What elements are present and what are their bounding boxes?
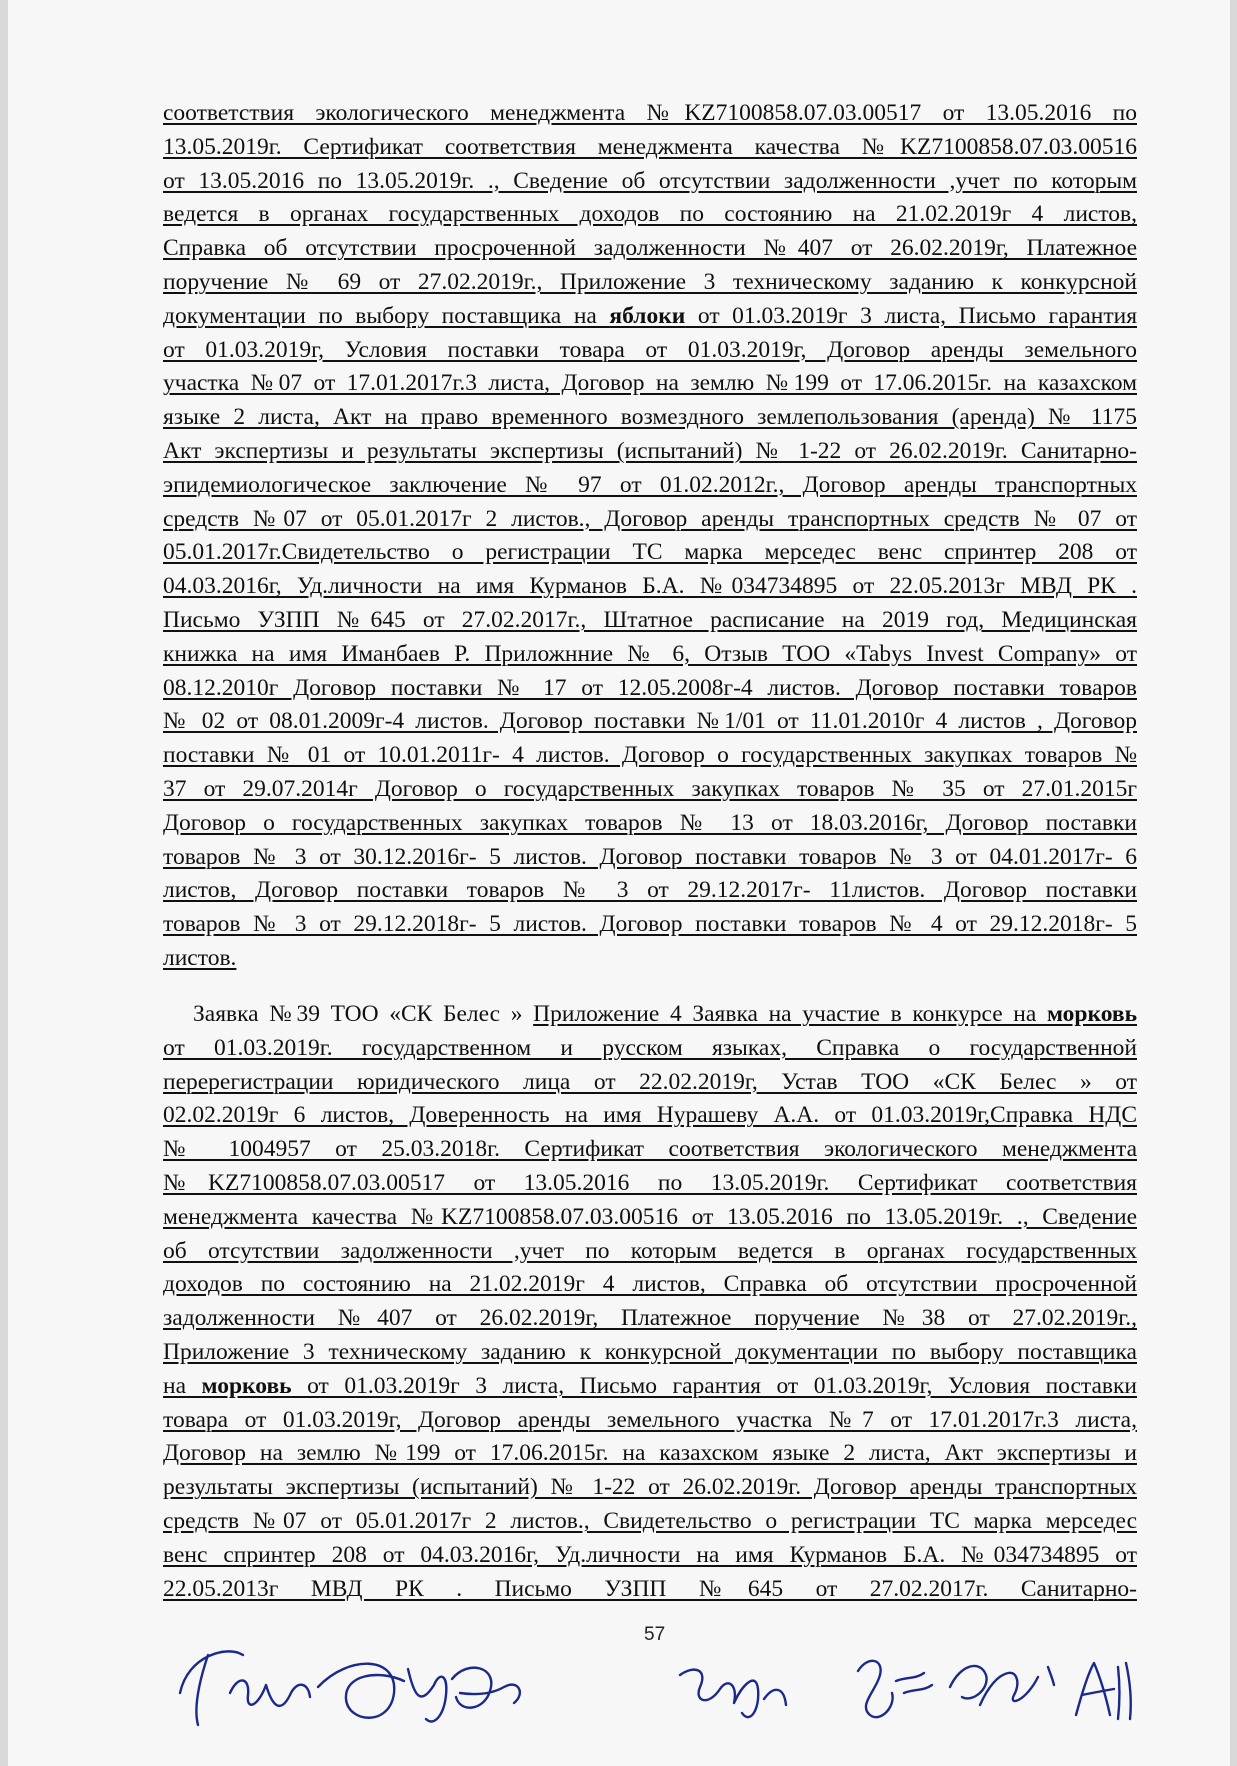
- text-line: ведется в органах государственных доходов по состоянию на 21.02.2019г 4 листов,: [163, 201, 1137, 228]
- text-line: соответствия экологического менеджмента №KZ7100858.07.03.00517 от 13.05.2016 по: [163, 100, 1137, 126]
- paragraph-1: [163, 97, 1137, 976]
- text-line: товаров № 3 от 30.12.2016г- 5 листов. Договор поставки товаров № 3 от 04.01.2017г- 6: [163, 843, 1137, 870]
- text-line: от 01.03.2019г. государственном и русском языках, Справка о государственной: [163, 1034, 1137, 1061]
- text-line: № 1004957 от 25.03.2018г. Сертификат соответствия экологического менеджмента: [163, 1136, 1137, 1163]
- signature-1: [180, 1651, 310, 1725]
- text-line: 05.01.2017г.Свидетельство о регистрации ТС марка мерседес венс спринтер 208 от: [163, 539, 1137, 566]
- text-line: 13.05.2019г. Сертификат соответствия менеджмента качества №KZ7100858.07.03.00516: [163, 133, 1137, 160]
- text-line: средств №07 от 05.01.2017г 2 листов., Договор аренды транспортных средств № 07 от: [163, 505, 1137, 532]
- signature-5: [858, 1661, 932, 1717]
- signatures-row: [168, 1615, 1148, 1735]
- paragraph-2: [163, 998, 1137, 1606]
- text-line: средств №07 от 05.01.2017г 2 листов., Свидетельство о регистрации ТС марка мерседес: [163, 1507, 1137, 1534]
- text-run: от 01.03.2019г 3 листа, Письмо гарантия от 01.03.2019г, Условия поставки: [291, 1372, 1137, 1399]
- text-line: результаты экспертизы (испытаний) № 1-22 от 26.02.2019г. Договор аренды транспортных: [163, 1474, 1137, 1501]
- page-number: 57: [644, 1624, 666, 1645]
- text-line: книжка на имя Иманбаев Р. Приложнние № 6, Отзыв ТОО «Tabys Invest Company» от: [163, 640, 1137, 667]
- text-line: об отсутствии задолженности ,учет по которым ведется в органах государственных: [163, 1237, 1137, 1264]
- signature-3: [452, 1668, 520, 1708]
- signature-7: [1076, 1663, 1131, 1719]
- text-line: Письмо УЗПП №645 от 27.02.2017г., Штатное расписание на 2019 год, Медицинская: [163, 606, 1137, 633]
- text-line: листов.: [163, 944, 237, 971]
- signature-2: [318, 1664, 446, 1722]
- text-run: от 01.03.2019г 3 листа, Письмо гарантия: [685, 302, 1137, 329]
- text-line: Акт экспертизы и результаты экспертизы (испытаний) № 1-22 от 26.02.2019г. Санитарно-: [163, 437, 1137, 464]
- text-line: венс спринтер 208 от 04.03.2016г, Уд.личности на имя Курманов Б.А. №034734895 от: [163, 1541, 1137, 1568]
- text-line: товаров № 3 от 29.12.2018г- 5 листов. Договор поставки товаров № 4 от 29.12.2018г- 5: [163, 911, 1137, 938]
- text-line: № 02 от 08.01.2009г-4 листов. Договор поставки №1/01 от 11.01.2010г 4 листов , Договор: [163, 708, 1137, 735]
- text-line: Договор на землю №199 от 17.06.2015г. на казахском языке 2 листа, Акт экспертизы и: [163, 1440, 1137, 1467]
- signature-6: [950, 1666, 1054, 1705]
- text-line: менеджмента качества №KZ7100858.07.03.00516 от 13.05.2016 по 13.05.2019г. ., Сведение: [163, 1203, 1137, 1230]
- signature-4: [680, 1670, 786, 1717]
- text-line: поставки № 01 от 10.01.2011г- 4 листов. Договор о государственных закупках товаров №: [163, 742, 1137, 769]
- text-line: эпидемиологическое заключение № 97 от 01.02.2012г., Договор аренды транспортных: [163, 471, 1137, 498]
- text-line: товара от 01.03.2019г, Договор аренды земельного участка №7 от 17.01.2017г.3 листа,: [163, 1406, 1137, 1433]
- text-line: поручение № 69 от 27.02.2019г., Приложение 3 техническому заданию к конкурсной: [163, 268, 1137, 295]
- text-line: задолженности №407 от 26.02.2019г, Платежное поручение №38 от 27.02.2019г.,: [163, 1305, 1137, 1332]
- text-line-mixed: [163, 1370, 1137, 1404]
- bold-product-apples: яблоки: [609, 302, 686, 329]
- text-run: Приложение 4 Заявка на участие в конкурсе на: [533, 1001, 1047, 1027]
- text-run: на: [163, 1372, 202, 1399]
- bold-product-carrot: морковь: [201, 1372, 292, 1399]
- application-title: Заявка №39 ТОО «СК Белес »: [193, 1001, 534, 1027]
- text-line: листов, Договор поставки товаров № 3 от 29.12.2017г- 11листов. Договор поставки: [163, 877, 1137, 904]
- text-line: языке 2 листа, Акт на право временного возмездного землепользования (аренда) № 1175: [163, 404, 1137, 431]
- text-line-mixed: [163, 998, 1137, 1032]
- text-line: доходов по состоянию на 21.02.2019г 4 листов, Справка об отсутствии просроченной: [163, 1271, 1137, 1298]
- text-line: Договор о государственных закупках товаров № 13 от 18.03.2016г, Договор поставки: [163, 809, 1137, 836]
- document-page: [8, 0, 1230, 1766]
- text-line: от 01.03.2019г, Условия поставки товара от 01.03.2019г, Договор аренды земельного: [163, 336, 1137, 363]
- text-line: №KZ7100858.07.03.00517 от 13.05.2016 по 13.05.2019г. Сертификат соответствия: [163, 1169, 1137, 1196]
- text-line: участка №07 от 17.01.2017г.3 листа, Договор на землю №199 от 17.06.2015г. на казахском: [163, 370, 1137, 397]
- text-line: 04.03.2016г, Уд.личности на имя Курманов Б.А. №034734895 от 22.05.2013г МВД РК .: [163, 573, 1137, 600]
- text-run: документации по выбору поставщика на: [163, 302, 610, 329]
- bold-product-carrot: морковь: [1046, 1001, 1137, 1027]
- text-line: 37 от 29.07.2014г Договор о государственных закупках товаров № 35 от 27.01.2015г: [163, 775, 1137, 802]
- text-line: Приложение 3 техническому заданию к конкурсной документации по выбору поставщика: [163, 1338, 1137, 1365]
- text-line: перерегистрации юридического лица от 22.02.2019г, Устав ТОО «СК Белес » от: [163, 1068, 1137, 1095]
- text-line: 02.02.2019г 6 листов, Доверенность на имя Нурашеву А.А. от 01.03.2019г,Справка НДС: [163, 1102, 1137, 1129]
- text-line: 08.12.2010г Договор поставки № 17 от 12.05.2008г-4 листов. Договор поставки товаров: [163, 674, 1137, 701]
- text-line-mixed: [163, 300, 1137, 334]
- text-line: от 13.05.2016 по 13.05.2019г. ., Сведение об отсутствии задолженности ,учет по которым: [163, 167, 1137, 194]
- text-line: Справка об отсутствии просроченной задолженности №407 от 26.02.2019г, Платежное: [163, 235, 1137, 262]
- text-line: 22.05.2013г МВД РК . Письмо УЗПП №645 от 27.02.2017г. Санитарно-: [163, 1575, 1137, 1602]
